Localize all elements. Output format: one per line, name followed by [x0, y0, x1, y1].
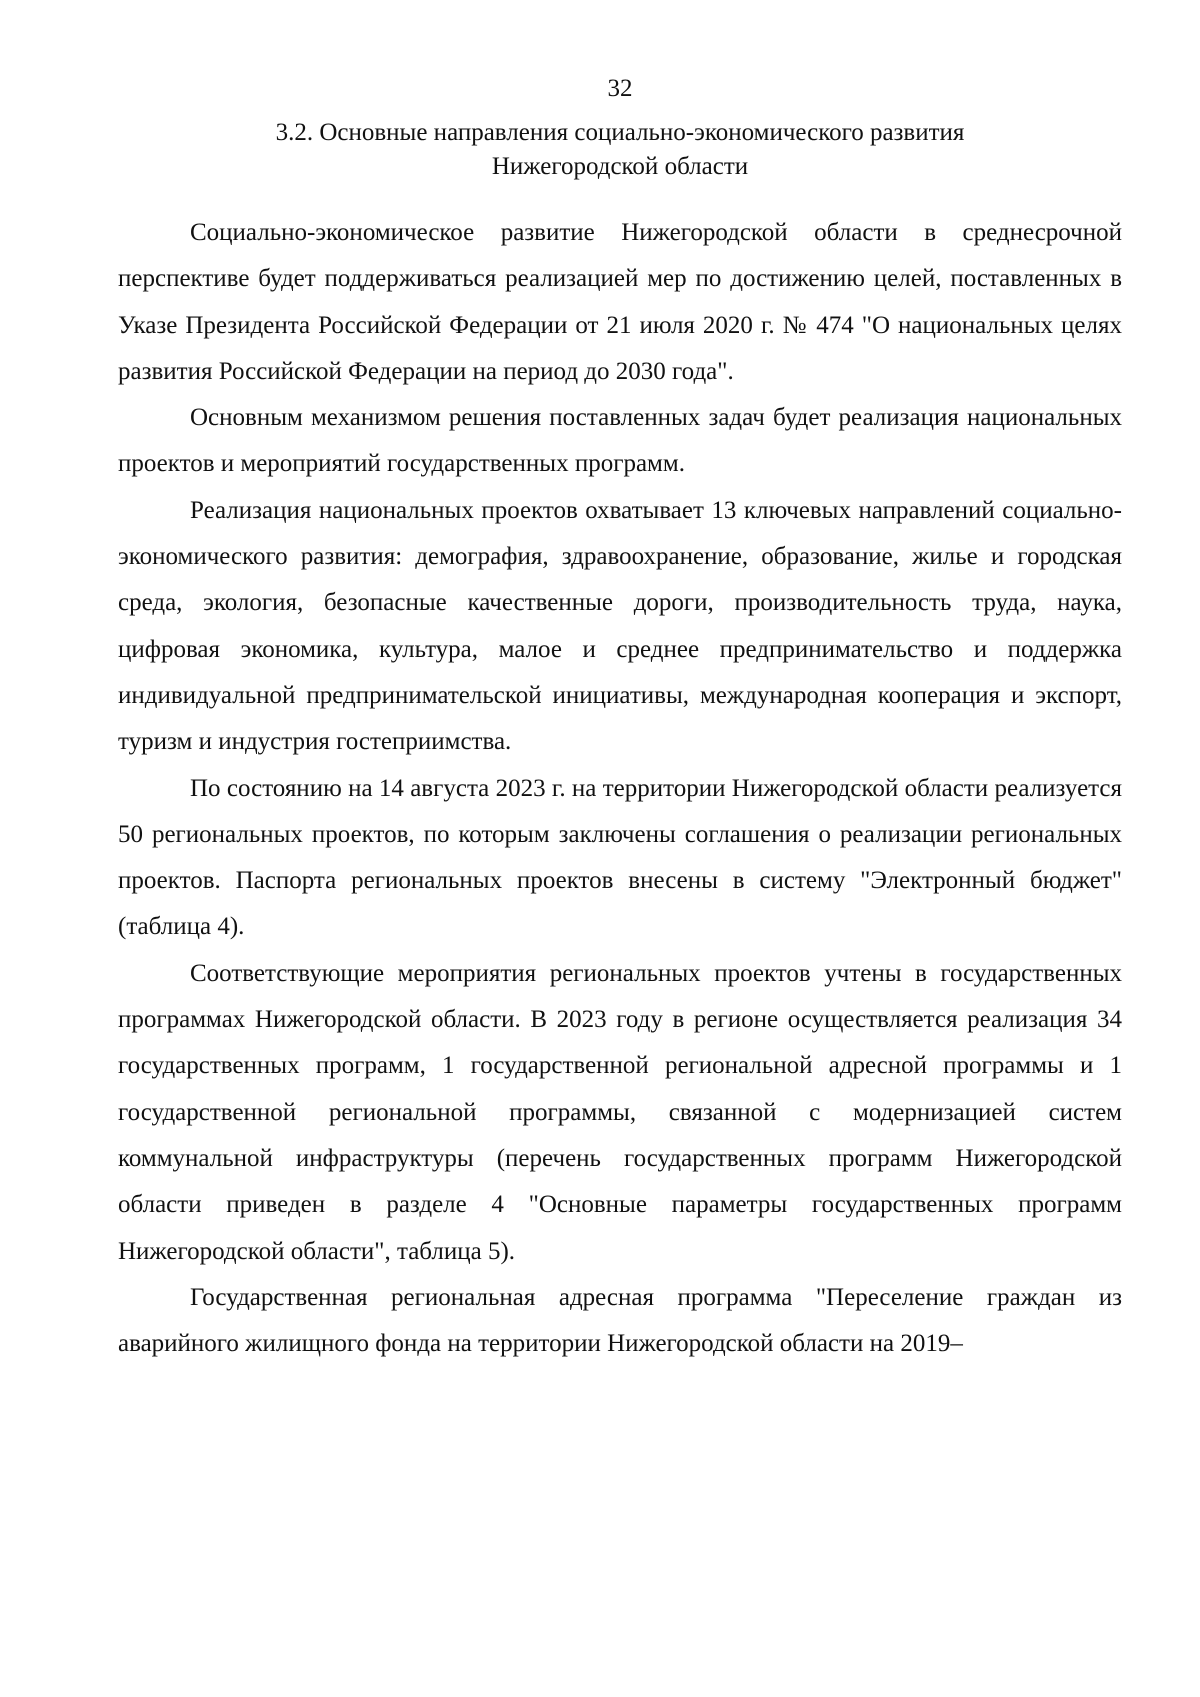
paragraph-regional-projects: По состоянию на 14 августа 2023 г. на территории Нижегородской области реализуется 50 региональных проектов, по которым заключены соглашения о реализации региональных проектов. Паспорта региональных проектов внесены в систему "Электронный бюджет" (таблица 4).	[118, 774, 1122, 941]
section-title-line-1: 3.2. Основные направления социально-экономического развития	[275, 119, 965, 146]
section-title	[118, 116, 1122, 184]
document-body	[118, 210, 1122, 1367]
paragraph-state-programs: Соответствующие мероприятия региональных проектов учтены в государственных программах Нижегородской области. В 2023 году в регионе осуществляется реализация 34 государственных программ, 1 государственной региональной адресной программы и 1 государственной региональной программы, связанной с модернизацией систем коммунальной инфраструктуры (перечень государственных программ Нижегородской области приведен в разделе 4 "Основные параметры государственных программ Нижегородской области", таблица 5).	[118, 959, 1122, 1265]
page-number: 32	[607, 75, 633, 102]
paragraph-national-goals: Социально-экономическое развитие Нижегородской области в среднесрочной перспективе будет поддерживаться реализацией мер по достижению целей, поставленных в Указе Президента Российской Федерации от 21 июля 2020 г. № 474 "О национальных целях развития Российской Федерации на период до 2030 года".	[118, 219, 1122, 385]
paragraph-national-projects: Реализация национальных проектов охватывает 13 ключевых направлений социально-экономического развития: демография, здравоохранение, образование, жилье и городская среда, экология, безопасные качественные дороги, производительность труда, наука, цифровая экономика, культура, малое и среднее предпринимательство и поддержка индивидуальной предпринимательской инициативы, международная кооперация и экспорт, туризм и индустрия гостеприимства.	[118, 496, 1122, 756]
paragraph-main-mechanism: Основным механизмом решения поставленных задач будет реализация национальных проектов и мероприятий государственных программ.	[118, 404, 1122, 478]
paragraph-resettlement-program: Государственная региональная адресная программа "Переселение граждан из аварийного жилищного фонда на территории Нижегородской области на 2019–	[118, 1283, 1122, 1358]
section-title-line-2: Нижегородской области	[491, 153, 749, 180]
